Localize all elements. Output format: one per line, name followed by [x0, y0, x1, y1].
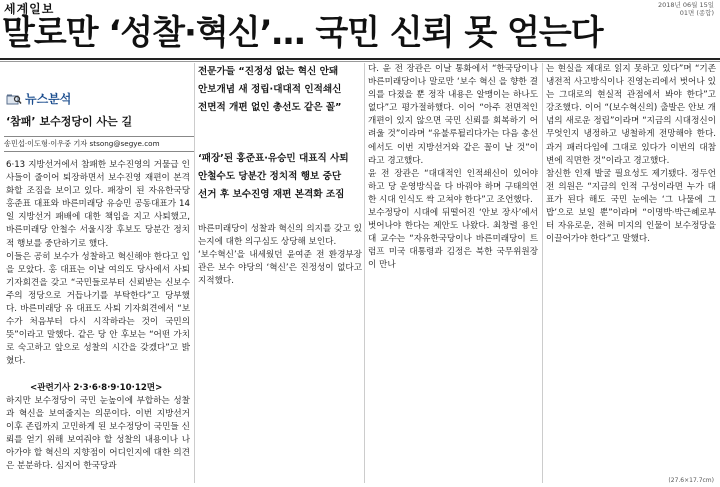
pull-quote-resignations: ‘패장’된 홍준표·유승민 대표직 사퇴 안철수도 당분간 정치적 행보 중단 선거 후 보수진영 재편 본격화 조짐	[198, 153, 349, 200]
headline: 말로만 ‘성찰·혁신’… 국민 신뢰 못 얻는다	[2, 13, 603, 53]
column-divider	[542, 63, 543, 483]
related-articles-note: <관련기사 2·3·6·8·9·10·12면>	[30, 383, 163, 393]
section-label: 뉴스분석	[25, 92, 72, 106]
clipping-size-note: (27.6×17.7cm)	[668, 477, 714, 484]
pull-quote-experts: 전문가들 “진정성 없는 혁신 안돼 안보개념 새 정립·대대적 인적쇄신 전면적 개편 없인 총선도 같은 꼴”	[198, 66, 342, 113]
column-divider	[364, 63, 365, 483]
article-column-2: 바른미래당이 성찰과 혁신의 의지를 갖고 있는지에 대한 의구심도 상당해 보인다. ‘보수혁신’을 내세웠던 윤여준 전 환경부장관은 보수 야당의 ‘혁신’은 진정성이 없다고 지적했다.	[198, 224, 362, 287]
headline-rule-thin	[0, 61, 720, 62]
article-column-1: 6·13 지방선거에서 참패한 보수진영의 거물급 인사들이 줄이어 퇴장하면서 보수진영 재편이 본격화할 조짐을 보이고 있다. 패장이 된 자유한국당 홍준표 대표와 바른미래당 유승민 공동대표가 14일 지방선거 패배에 대한 책임을 지고 사퇴했고, 바른미래당 안철수 서울시장 후보도 당분간 정치적 행보를 중단하기로 했다. 이들은 공히 보수가 성찰하고 혁신해야 한다고 입을 모았다. 홍 대표는 이날 여의도 당사에서 사퇴 기자회견을 갖고 “국민들로부터 신뢰받는 신보수주의 정당으로 거듭나기를 부탁한다”고 당부했다. 바른미래당 유 대표도 사퇴 기자회견에서 “보수가 처음부터 다시 시작하라는 것이 국민의 뜻”이라고 말했다. 같은 당 안 후보는 “어떤 가치로 숙고하고 앞으로 성찰의 시간을 갖겠다”고 밝혔다.	[6, 160, 190, 367]
byline: 송민섭·이도형·이우중 기자 stsong@segye.com	[4, 136, 194, 152]
section-label-box	[6, 90, 71, 107]
headline-rule	[0, 58, 720, 60]
article-column-4: 는 현실을 제대로 읽지 못하고 있다”며 “기존 냉전적 사고방식이나 진영논리에서 벗어나 있는 그대로의 현실적 관점에서 봐야 한다”고 강조했다. 이어 “(보수혁신의) 출발은 안보 개념의 새로운 정립”이라며 “지금의 시대정신이 무엇인지 냉정하고 냉철하게 전망해야 한다. 과거 패러다임에 그대로 있다가 이번의 대참변에 직면한 것”이라고 경고했다. 참신한 인재 발굴 필요성도 제기됐다. 정두언 전 의원은 “지금의 인적 구성이라면 누가 대표가 된다 해도 국민 눈에는 ‘그 나물에 그 밥’으로 보일 뿐”이라며 “이명박·박근혜로부터 자유로운, 전혀 미지의 인물이 보수정당을 이끌어가야 한다”고 말했다.	[546, 64, 716, 245]
column-divider	[194, 63, 195, 483]
article-column-3: 다. 윤 전 장관은 이날 통화에서 “한국당이나 바른미래당이나 말로만 ‘보수 혁신 을 향한 결의를 다졌을 뿐 정작 내용은 알맹이는 하나도 없다”고 평가절하했다. 이어 “아주 전면적인 개편이 있지 않으면 국민 신뢰를 회복하기 어려울 것”이라며 “유불루될리다가는 다음 총선에서도 이번 지방선거와 같은 꼴이 날 것”이라고 경고했다. 윤 전 장관은 “대대적인 인적쇄신이 있어야 하고 당 운영방식을 다 바꿔야 하며 구태의연한 시대 인식도 싹 고쳐야 한다”고 조언했다. 보수정당이 시대에 뒤떨어진 ‘안보 장사’에서 벗어나야 한다는 제안도 나왔다. 최창렬 용인대 교수는 “자유한국당이나 바른미래당이 트럼프 미국 대통령과 김정은 북한 국무위원장이 만나	[368, 64, 538, 271]
dateline: 2018년 06월 15일 01면 (종합)	[657, 1, 714, 17]
masthead: 세계일보	[4, 2, 55, 16]
magnifier-folder-icon	[6, 93, 22, 105]
kicker: ‘참패’ 보수정당이 사는 길	[6, 115, 133, 128]
article-column-1-continued: 하지만 보수정당이 국민 눈높이에 부합하는 성찰과 혁신을 보여줄지는 의문이다. 이번 지방선거 이후 존립까지 고민하게 된 보수정당이 국민들 신뢰를 얻기 위해 보여줘야 할 성찰의 내용이나 나아가야 할 혁신의 지향점이 어디인지에 대한 의견은 분분하다. 심지어 한국당과	[6, 396, 190, 472]
